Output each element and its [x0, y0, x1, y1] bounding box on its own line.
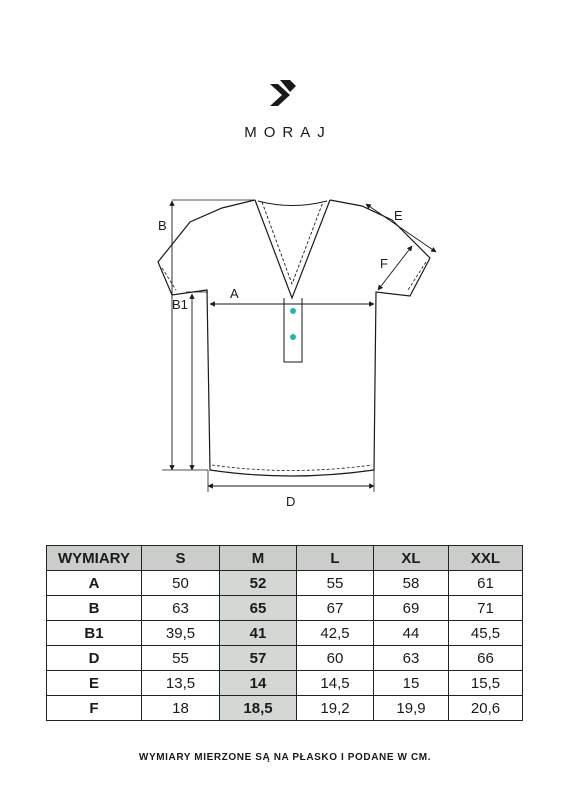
- measurement-note: WYMIARY MIERZONE SĄ NA PŁASKO I PODANE W CM.: [138, 752, 432, 763]
- row-label: F: [47, 696, 142, 721]
- table-row: [47, 571, 523, 596]
- table-cell: 39,5: [142, 621, 220, 646]
- table-cell: 63: [374, 646, 449, 671]
- table-cell: 61: [449, 571, 523, 596]
- table-cell: 55: [142, 646, 220, 671]
- table-cell-highlighted: 65: [220, 596, 297, 621]
- table-row: [47, 621, 523, 646]
- table-cell: 71: [449, 596, 523, 621]
- table-cell: 14,5: [297, 671, 374, 696]
- header-size-l: L: [297, 546, 374, 571]
- table-cell-highlighted: 41: [220, 621, 297, 646]
- header-size-xxl: XXL: [449, 546, 523, 571]
- table-cell: 66: [449, 646, 523, 671]
- label-a: A: [230, 286, 239, 301]
- row-label: A: [47, 571, 142, 596]
- label-f: F: [380, 256, 388, 271]
- table-cell: 20,6: [449, 696, 523, 721]
- header-size-m: M: [220, 546, 297, 571]
- header-size-xl: XL: [374, 546, 449, 571]
- label-b: B: [158, 218, 167, 233]
- row-label: B1: [47, 621, 142, 646]
- neckline: [255, 200, 330, 298]
- moraj-logo-icon: [268, 78, 302, 112]
- table-cell: 44: [374, 621, 449, 646]
- header-size-s: S: [142, 546, 220, 571]
- table-cell: 15,5: [449, 671, 523, 696]
- table-row: [47, 596, 523, 621]
- table-row: [47, 646, 523, 671]
- table-cell: 45,5: [449, 621, 523, 646]
- size-table: [46, 545, 523, 721]
- table-cell: 60: [297, 646, 374, 671]
- header-measure: WYMIARY: [47, 546, 142, 571]
- row-label: B: [47, 596, 142, 621]
- table-cell: 15: [374, 671, 449, 696]
- table-cell: 69: [374, 596, 449, 621]
- table-cell: 55: [297, 571, 374, 596]
- button-bottom: [290, 334, 296, 340]
- table-cell: 50: [142, 571, 220, 596]
- table-row: [47, 671, 523, 696]
- table-cell-highlighted: 14: [220, 671, 297, 696]
- table-cell: 63: [142, 596, 220, 621]
- table-cell: 19,9: [374, 696, 449, 721]
- table-cell: 19,2: [297, 696, 374, 721]
- table-cell: 42,5: [297, 621, 374, 646]
- brand-name: MORAJ: [244, 124, 332, 141]
- tshirt-diagram: [0, 170, 570, 509]
- row-label: D: [47, 646, 142, 671]
- table-cell-highlighted: 52: [220, 571, 297, 596]
- table-cell-highlighted: 57: [220, 646, 297, 671]
- table-row: [47, 696, 523, 721]
- table-cell: 18: [142, 696, 220, 721]
- label-b1: B1: [172, 297, 188, 312]
- table-cell: 58: [374, 571, 449, 596]
- label-e: E: [394, 208, 403, 223]
- table-cell: 67: [297, 596, 374, 621]
- table-header-row: [47, 546, 523, 571]
- button-top: [290, 308, 296, 314]
- table-cell-highlighted: 18,5: [220, 696, 297, 721]
- row-label: E: [47, 671, 142, 696]
- table-cell: 13,5: [142, 671, 220, 696]
- label-d: D: [286, 494, 296, 509]
